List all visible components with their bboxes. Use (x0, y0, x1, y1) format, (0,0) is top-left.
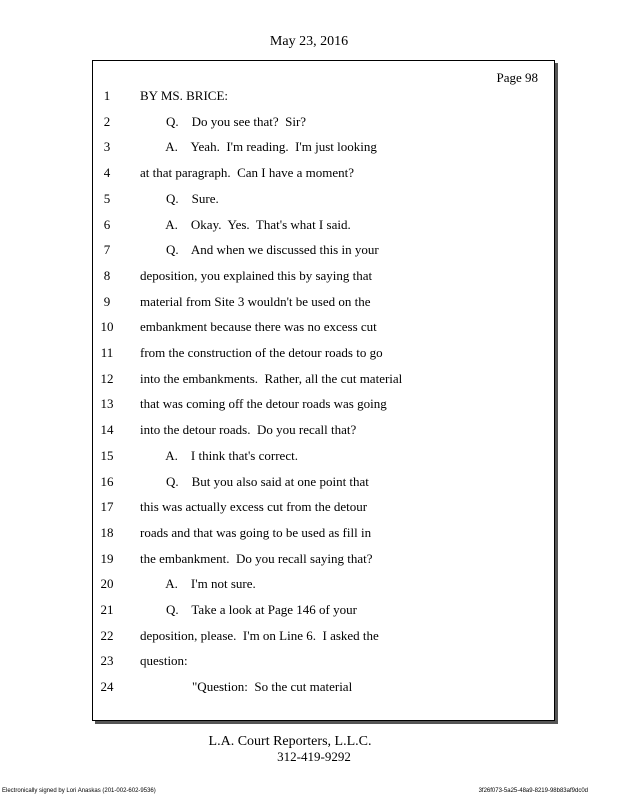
line-text: BY MS. BRICE: (140, 88, 229, 103)
line-text: into the detour roads. Do you recall that? (140, 422, 357, 438)
line-text: that was coming off the detour roads was going (140, 396, 387, 412)
line-number: 16 (100, 473, 114, 489)
electronic-signature: Electronically signed by Lori Anaskas (201-002-602-9536) (2, 788, 156, 794)
transcript-line (0, 345, 618, 371)
line-text: Q. Do you see that? Sir? (140, 113, 307, 129)
transcript-line (0, 602, 618, 628)
line-text: material from Site 3 wouldn't be used on the (140, 293, 371, 309)
document-id: 3f26f073-5a25-48a9-8219-98b83af9dc0d (478, 788, 588, 794)
line-number: 22 (100, 627, 114, 643)
transcript-line (0, 88, 618, 114)
line-number: 5 (103, 190, 111, 206)
line-number: 2 (103, 113, 111, 129)
line-number: 23 (100, 653, 114, 669)
line-text: "Question: So the cut material (140, 679, 353, 695)
line-text: Q. But you also said at one point that (140, 473, 369, 489)
line-number: 10 (100, 319, 114, 335)
transcript-line (0, 551, 618, 577)
line-text: deposition, you explained this by saying that (140, 267, 373, 283)
transcript-line (0, 268, 618, 294)
footer-company: L.A. Court Reporters, L.L.C. (208, 734, 372, 749)
line-text: embankment because there was no excess cut (140, 319, 377, 335)
line-text: the embankment. Do you recall saying that? (140, 550, 373, 566)
transcript-line (0, 448, 618, 474)
line-number: 12 (100, 370, 114, 386)
line-text: Q. And when we discussed this in your (140, 242, 379, 258)
line-number: 8 (103, 267, 111, 283)
line-text: A. Yeah. I'm reading. I'm just looking (140, 139, 377, 155)
transcript-line (0, 242, 618, 268)
line-number: 13 (100, 396, 114, 412)
line-number: 4 (103, 165, 111, 181)
transcript-line (0, 628, 618, 654)
transcript-line (0, 679, 618, 705)
line-number: 21 (100, 602, 114, 617)
transcript-line (0, 422, 618, 448)
transcript-line (0, 114, 618, 140)
line-number: 7 (103, 242, 111, 258)
transcript-line (0, 576, 618, 602)
transcript-line (0, 499, 618, 525)
transcript-line (0, 191, 618, 217)
line-text: into the embankments. Rather, all the cut material (140, 370, 403, 386)
line-text: roads and that was going to be used as fill in (140, 524, 372, 540)
transcript-line (0, 294, 618, 320)
line-text: Q. Take a look at Page 146 of your (140, 602, 357, 617)
line-number: 11 (100, 345, 114, 360)
line-number: 9 (103, 293, 111, 309)
line-number: 15 (100, 447, 114, 463)
transcript-line (0, 319, 618, 345)
line-number: 18 (100, 524, 114, 540)
page-number: Page 98 (496, 70, 538, 85)
transcript-line (0, 474, 618, 500)
transcript-line (0, 217, 618, 243)
line-text: A. Okay. Yes. That's what I said. (140, 216, 351, 232)
line-number: 19 (100, 550, 114, 566)
line-text: deposition, please. I'm on Line 6. I asked the (140, 627, 379, 643)
line-number: 3 (103, 139, 111, 155)
transcript-line (0, 165, 618, 191)
line-text: from the construction of the detour roads to go (140, 345, 383, 360)
line-text: question: (140, 653, 188, 669)
footer-phone: 312-419-9292 (277, 749, 351, 764)
transcript-line (0, 396, 618, 422)
line-text: A. I'm not sure. (140, 576, 256, 592)
line-text: A. I think that's correct. (140, 447, 298, 463)
line-number: 6 (103, 216, 111, 232)
document-date: May 23, 2016 (269, 34, 349, 49)
line-number: 17 (100, 499, 114, 515)
transcript-line (0, 653, 618, 679)
line-text: this was actually excess cut from the detour (140, 499, 368, 515)
transcript-line (0, 371, 618, 397)
line-text: Q. Sure. (140, 190, 219, 206)
line-number: 20 (100, 576, 114, 592)
transcript-line (0, 525, 618, 551)
line-number: 14 (100, 422, 114, 438)
line-number: 1 (103, 88, 111, 103)
transcript-line (0, 139, 618, 165)
line-text: at that paragraph. Can I have a moment? (140, 165, 355, 181)
line-number: 24 (100, 679, 114, 695)
